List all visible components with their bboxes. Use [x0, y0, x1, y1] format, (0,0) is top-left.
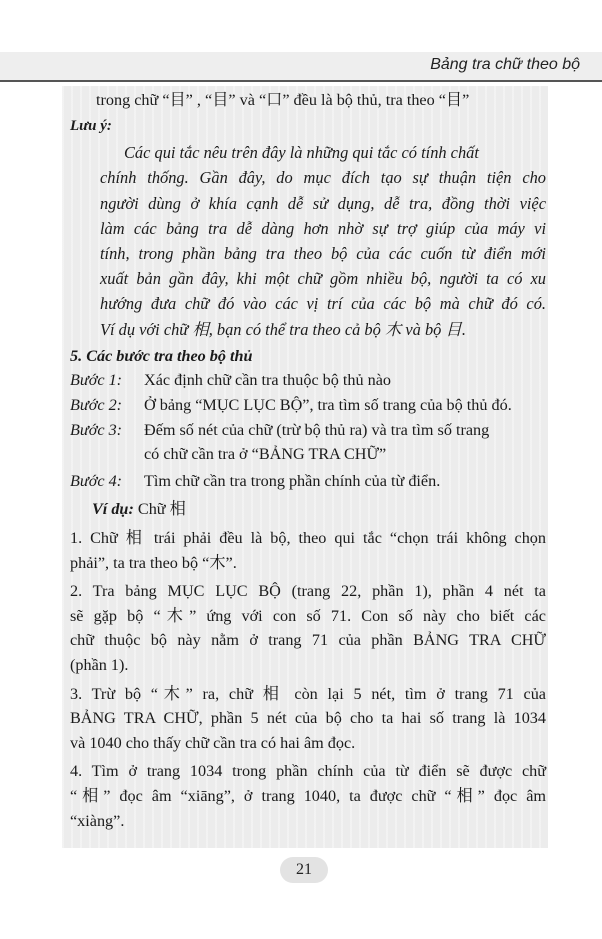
section-title: 5. Các bước tra theo bộ thủ	[70, 346, 253, 365]
paragraph-line: 3. Trừ bộ “木” ra, chữ 相 còn lại 5 nét, tìm ở trang 71 của	[70, 684, 546, 703]
step-line: có chữ cần tra ở “BẢNG TRA CHỮ”	[144, 445, 387, 464]
note-line: chính thống. Gần đây, do mục đích tạo sự thuận tiện cho	[100, 168, 546, 188]
step-text	[144, 469, 546, 494]
note-line: Các qui tắc nêu trên đây là những qui tắc có tính chất	[124, 143, 479, 163]
paragraph-line: (phần 1).	[70, 655, 129, 674]
example-paragraph	[70, 579, 546, 677]
example-text: Chữ 相	[137, 500, 186, 519]
note-line: người dùng ở khía cạnh dễ sử dụng, dễ tra, đồng thời việc	[100, 193, 546, 213]
page-number	[280, 857, 328, 883]
step-text	[144, 368, 546, 393]
paragraph-line: chữ thuộc bộ này nằm ở trang 71 của phần BẢNG TRA CHỮ	[70, 631, 546, 650]
paragraph-line: sẽ gặp bộ “木” ứng với con số 71. Con số này cho biết các	[70, 606, 546, 625]
step-text	[144, 393, 546, 418]
paragraph-line: 2. Tra bảng MỤC LỤC BỘ (trang 22, phần 1), phần 4 nét ta	[70, 582, 546, 601]
page-header	[0, 52, 602, 82]
paragraph-line: phải”, ta tra theo bộ “木”.	[70, 553, 237, 572]
example-paragraph	[70, 759, 546, 833]
paragraph-line: “相” đọc âm “xiāng”, ở trang 1040, ta được chữ “相” đọc âm	[70, 786, 546, 805]
step-item	[70, 393, 546, 418]
step-item	[70, 469, 546, 494]
step-item	[70, 368, 546, 393]
step-label: Bước 1:	[70, 371, 123, 390]
step-line: Đếm số nét của chữ (trừ bộ thủ ra) và tra tìm số trang	[144, 420, 490, 439]
step-text	[144, 418, 546, 467]
step-line: Ở bảng “MỤC LỤC BỘ”, tra tìm số trang của bộ thủ đó.	[144, 396, 512, 414]
note-line: xuất bản gần đây, khi một chữ gồm nhiều bộ, người ta có xu	[100, 269, 546, 289]
example-label: Ví dụ:	[92, 500, 134, 519]
paragraph-line: và 1040 cho thấy chữ cần tra có hai âm đọc.	[70, 733, 356, 752]
paragraph-line: 4. Tìm ở trang 1034 trong phần chính của từ điển sẽ được chữ	[70, 762, 546, 781]
continuation-line: trong chữ “目” , “目” và “口” đều là bộ thủ, tra theo “目”	[96, 91, 470, 109]
note-title: Lưu ý:	[70, 117, 112, 134]
page-content	[70, 88, 546, 833]
step-label: Bước 2:	[70, 396, 123, 414]
note-line: hướng đưa chữ đó vào các vị trí của các bộ mà chữ đó có.	[100, 294, 546, 314]
step-line: Xác định chữ cần tra thuộc bộ thủ nào	[144, 371, 392, 390]
step-item	[70, 418, 546, 467]
step-label: Bước 4:	[70, 471, 123, 490]
example-paragraph	[70, 526, 546, 575]
note-body	[100, 140, 546, 342]
step-line: Tìm chữ cần tra trong phần chính của từ điển.	[144, 471, 441, 490]
step-label: Bước 3:	[70, 420, 123, 439]
note-line: Ví dụ với chữ 相, bạn có thể tra theo cả bộ 木 và bộ 目.	[100, 319, 466, 339]
note-line: làm các bảng tra dễ dàng hơn nhờ sự trợ giúp của máy vi	[100, 218, 546, 238]
example-paragraph	[70, 682, 546, 756]
paragraph-line: BẢNG TRA CHỮ, phần 5 nét của bộ cho ta hai số trang là 1034	[70, 709, 546, 728]
note-line: tính, trong phần bảng tra theo bộ của các cuốn từ điển mới	[100, 244, 546, 263]
page-number-text: 21	[296, 861, 312, 878]
paragraph-line: “xiàng”.	[70, 811, 125, 830]
running-head-title: Bảng tra chữ theo bộ	[430, 56, 580, 73]
example-heading	[92, 497, 546, 522]
paragraph-line: 1. Chữ 相 trái phải đều là bộ, theo qui tắc “chọn trái không chọn	[70, 528, 546, 547]
